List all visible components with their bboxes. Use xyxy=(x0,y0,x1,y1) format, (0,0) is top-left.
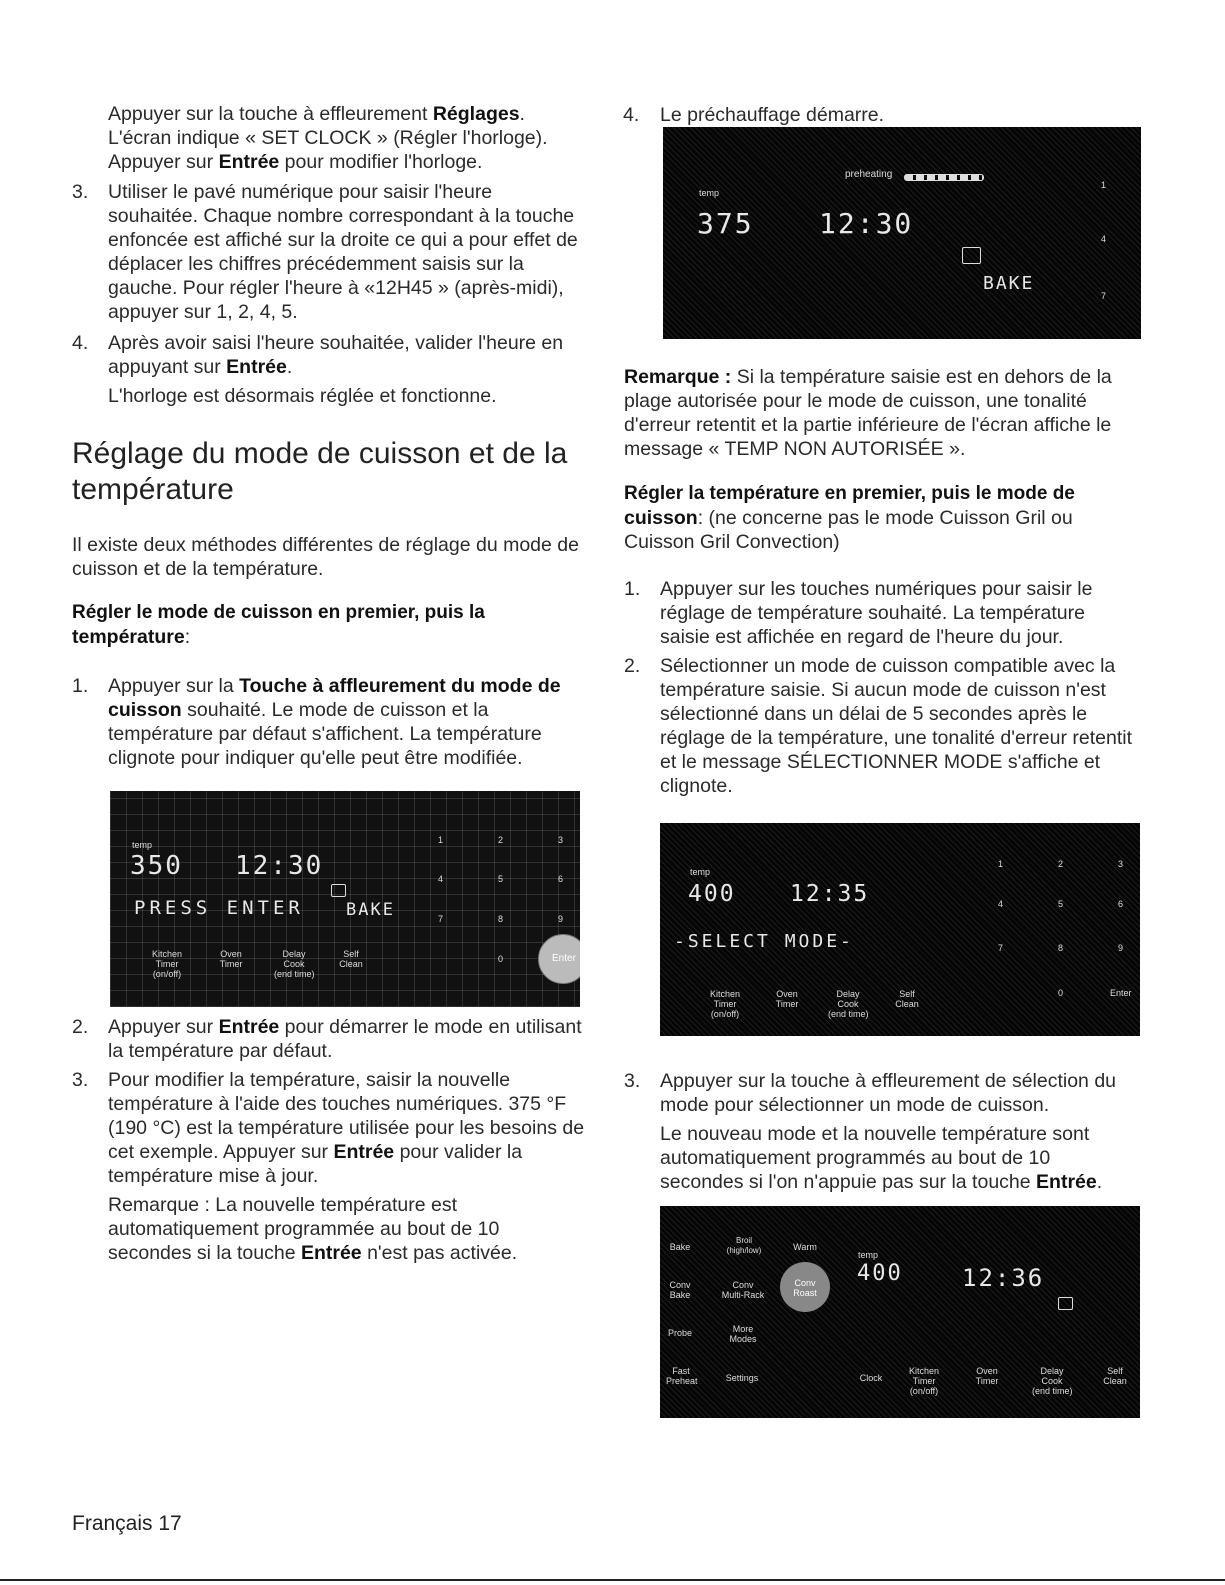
method-2-step-3-line-4: automatiquement programmés au bout de 10 xyxy=(660,1147,1051,1169)
method-1-step-3-line-2: température à l'aide des touches numériques. 375 °F xyxy=(108,1093,567,1115)
conv-bake-button[interactable]: Conv Bake xyxy=(669,1280,691,1300)
temp-label: temp xyxy=(699,188,720,198)
key-8[interactable]: 8 xyxy=(498,914,504,924)
key-2[interactable]: 2 xyxy=(1058,859,1064,869)
self-clean-button[interactable]: Self Clean xyxy=(339,949,363,969)
step-4-line-2: appuyant sur Entrée. xyxy=(108,356,293,378)
key-7[interactable]: 7 xyxy=(438,914,444,924)
key-9[interactable]: 9 xyxy=(1118,943,1124,953)
method-2-step-3-line-5: secondes si l'on n'appuie pas sur la touche Entrée. xyxy=(660,1171,1103,1193)
oven-timer-button[interactable]: Oven Timer xyxy=(219,949,243,969)
clock-display: 12:36 xyxy=(962,1264,1045,1292)
prompt-display: PRESS ENTER xyxy=(134,897,304,919)
method-2-step-2-line-5: et le message SÉLECTIONNER MODE s'affiche et xyxy=(660,751,1101,773)
oven-timer-button[interactable]: Oven Timer xyxy=(775,989,799,1009)
bake-button[interactable]: Bake xyxy=(669,1242,691,1252)
method-2-step-1-number: 1. xyxy=(624,578,641,600)
key-9[interactable]: 9 xyxy=(558,914,564,924)
method-2-step-3-line-3: Le nouveau mode et la nouvelle température sont xyxy=(660,1123,1090,1145)
more-modes-button[interactable]: More Modes xyxy=(729,1324,757,1344)
conv-multi-rack-button[interactable]: Conv Multi-Rack xyxy=(721,1280,765,1300)
key-6[interactable]: 6 xyxy=(558,874,564,884)
method-1-heading-line-1: Régler le mode de cuisson en premier, puis la xyxy=(72,602,485,623)
intro-line-2: L'écran indique « SET CLOCK » (Régler l'horloge). xyxy=(108,127,548,149)
key-0[interactable]: 0 xyxy=(498,954,504,964)
method-1-step-3-note-1: Remarque : La nouvelle température est xyxy=(108,1194,458,1216)
method-2-step-2-line-6: clignote. xyxy=(660,775,733,797)
kitchen-timer-button[interactable]: Kitchen Timer (on/off) xyxy=(709,989,741,1019)
key-1[interactable]: 1 xyxy=(1101,180,1107,190)
temp-label: temp xyxy=(132,840,153,850)
clock-display: 12:35 xyxy=(790,881,870,907)
method-1-step-3-line-3: (190 °C) est la température utilisée pour les besoins de xyxy=(108,1117,585,1139)
method-1-step-2-line-2: la température par défaut. xyxy=(108,1040,333,1062)
method-1-step-1-line-2: cuisson souhaité. Le mode de cuisson et la xyxy=(108,699,489,721)
settings-button[interactable]: Settings xyxy=(725,1373,759,1383)
method-1-step-2-number: 2. xyxy=(72,1016,89,1038)
oven-icon xyxy=(962,247,981,264)
method-1-step-3-line-5: température mise à jour. xyxy=(108,1165,319,1187)
method-1-step-1-number: 1. xyxy=(72,675,89,697)
step-4-line-1: Après avoir saisi l'heure souhaitée, valider l'heure en xyxy=(108,332,564,354)
key-7[interactable]: 7 xyxy=(998,943,1004,953)
preheat-progress-bar xyxy=(904,174,984,181)
delay-cook-button[interactable]: Delay Cook (end time) xyxy=(1032,1366,1073,1396)
remark-line-4: message « TEMP NON AUTORISÉE ». xyxy=(624,438,966,460)
method-2-step-2-line-1: Sélectionner un mode de cuisson compatible avec la xyxy=(660,655,1116,677)
method-1-step-1-line-3: température par défaut s'affichent. La température xyxy=(108,723,542,745)
page-footer: Français 17 xyxy=(72,1512,182,1535)
intro-line-1: Appuyer sur la touche à effleurement Réglages. xyxy=(108,103,525,125)
method-2-step-1-line-2: réglage de température souhaité. La température xyxy=(660,602,1085,624)
step-3-line-3: enfoncée est affiché sur la droite ce qui a pour effet de xyxy=(108,229,578,251)
method-2-step-2-number: 2. xyxy=(624,655,641,677)
bottom-rule xyxy=(0,1579,1225,1581)
method-1-step-2-line-1: Appuyer sur Entrée pour démarrer le mode en utilisant xyxy=(108,1016,582,1038)
self-clean-button[interactable]: Self Clean xyxy=(1103,1366,1127,1386)
delay-cook-button[interactable]: Delay Cook (end time) xyxy=(828,989,869,1019)
remark-line-1: Remarque : Si la température saisie est en dehors de la xyxy=(624,366,1112,388)
intro-paragraph-line-1: Il existe deux méthodes différentes de réglage du mode de xyxy=(72,534,579,556)
probe-button[interactable]: Probe xyxy=(667,1328,693,1338)
method-2-step-2-line-3: sélectionné dans un délai de 5 secondes après le xyxy=(660,703,1088,725)
method-1-step-1-line-1: Appuyer sur la Touche à affleurement du mode de xyxy=(108,675,561,697)
section-heading-line-1: Réglage du mode de cuisson et de la xyxy=(72,437,568,470)
key-1[interactable]: 1 xyxy=(438,835,444,845)
method-1-step-1-line-4: clignote pour indiquer qu'elle peut être modifiée. xyxy=(108,747,523,769)
step-4-preheat-number: 4. xyxy=(623,104,640,126)
kitchen-timer-button[interactable]: Kitchen Timer (on/off) xyxy=(908,1366,940,1396)
intro-line-3: Appuyer sur Entrée pour modifier l'horloge. xyxy=(108,151,483,173)
step-3-line-6: appuyer sur 1, 2, 4, 5. xyxy=(108,301,298,323)
conv-roast-button[interactable] xyxy=(780,1262,830,1312)
method-2-step-2-line-4: réglage de la température, une tonalité d'erreur retentit xyxy=(660,727,1133,749)
remark-line-3: d'erreur retentit et la partie inférieure de l'écran affiche le xyxy=(624,414,1112,436)
temp-label: temp xyxy=(690,867,711,877)
temp-label: temp xyxy=(858,1250,879,1260)
step-3-line-2: souhaitée. Chaque nombre correspondant à la touche xyxy=(108,205,575,227)
step-4-note: L'horloge est désormais réglée et fonctionne. xyxy=(108,385,497,407)
enter-button[interactable]: Enter xyxy=(1110,988,1132,998)
method-2-step-3-number: 3. xyxy=(624,1070,641,1092)
prompt-display: -SELECT MODE- xyxy=(674,931,854,952)
key-8[interactable]: 8 xyxy=(1058,943,1064,953)
control-panel-image-select-mode xyxy=(660,823,1140,1036)
step-3-line-4: déplacer les chiffres précédemment saisis sur la xyxy=(108,253,524,275)
key-0[interactable]: 0 xyxy=(1058,988,1064,998)
method-1-step-3-line-4: cet exemple. Appuyer sur Entrée pour valider la xyxy=(108,1141,523,1163)
key-1[interactable]: 1 xyxy=(998,859,1004,869)
key-3[interactable]: 3 xyxy=(1118,859,1124,869)
conv-roast-label: Conv Roast xyxy=(793,1278,817,1298)
delay-cook-button[interactable]: Delay Cook (end time) xyxy=(274,949,315,979)
key-4[interactable]: 4 xyxy=(998,899,1004,909)
control-panel-image-conv-roast xyxy=(660,1206,1140,1418)
method-2-step-1-line-3: saisie est affichée en regard de l'heure du jour. xyxy=(660,626,1064,648)
method-1-step-3-note-2: automatiquement programmée au bout de 10 xyxy=(108,1218,500,1240)
fast-preheat-button[interactable]: Fast Preheat xyxy=(666,1366,698,1386)
clock-display: 12:30 xyxy=(235,851,324,881)
remark-line-2: plage autorisée pour le mode de cuisson, une tonalité xyxy=(624,390,1087,412)
method-2-step-1-line-1: Appuyer sur les touches numériques pour saisir le xyxy=(660,578,1093,600)
key-3[interactable]: 3 xyxy=(558,835,564,845)
kitchen-timer-button[interactable]: Kitchen Timer (on/off) xyxy=(151,949,183,979)
method-2-heading-line-1: Régler la température en premier, puis le mode de xyxy=(624,483,1075,504)
step-3-line-1: Utiliser le pavé numérique pour saisir l'heure xyxy=(108,181,493,203)
mode-display: BAKE xyxy=(983,273,1035,294)
temperature-display: 400 xyxy=(688,881,736,907)
oven-timer-button[interactable]: Oven Timer xyxy=(975,1366,999,1386)
enter-button[interactable] xyxy=(538,934,580,984)
oven-icon xyxy=(1058,1297,1073,1310)
step-4-number: 4. xyxy=(72,332,89,354)
preheating-label: preheating xyxy=(845,169,893,180)
intro-paragraph-line-2: cuisson et de la température. xyxy=(72,558,324,580)
mode-display: BAKE xyxy=(346,900,395,920)
method-2-heading-line-3: Cuisson Gril Convection) xyxy=(624,531,840,553)
step-3-line-5: gauche. Pour régler l'heure à «12H45 » (après-midi), xyxy=(108,277,564,299)
method-1-step-3-line-1: Pour modifier la température, saisir la nouvelle xyxy=(108,1069,511,1091)
key-7[interactable]: 7 xyxy=(1101,291,1107,301)
method-2-step-3-line-2: mode pour sélectionner un mode de cuisson. xyxy=(660,1094,1050,1116)
method-2-step-3-line-1: Appuyer sur la touche à effleurement de sélection du xyxy=(660,1070,1117,1092)
method-2-heading-line-2: cuisson: (ne concerne pas le mode Cuisson Gril ou xyxy=(624,507,1073,529)
key-4[interactable]: 4 xyxy=(438,874,444,884)
method-1-step-3-number: 3. xyxy=(72,1069,89,1091)
key-5[interactable]: 5 xyxy=(1058,899,1064,909)
control-panel-image-preheating xyxy=(663,127,1141,339)
temperature-display: 350 xyxy=(130,851,183,881)
method-1-heading-line-2: température: xyxy=(72,626,191,648)
warm-button[interactable]: Warm xyxy=(793,1242,817,1252)
oven-icon xyxy=(331,884,346,897)
control-panel-image-press-enter xyxy=(110,791,580,1007)
method-2-step-2-line-2: température saisie. Si aucun mode de cuisson n'est xyxy=(660,679,1106,701)
key-5[interactable]: 5 xyxy=(498,874,504,884)
key-4[interactable]: 4 xyxy=(1101,234,1107,244)
method-1-step-3-note-3: secondes si la touche Entrée n'est pas activée. xyxy=(108,1242,518,1264)
clock-button[interactable]: Clock xyxy=(859,1373,883,1383)
section-heading-line-2: température xyxy=(72,473,234,506)
enter-label: Enter xyxy=(552,953,576,964)
key-6[interactable]: 6 xyxy=(1118,899,1124,909)
broil-button[interactable]: Broil (high/low) xyxy=(726,1236,762,1255)
clock-display: 12:30 xyxy=(819,207,914,240)
step-4-preheat-text: Le préchauffage démarre. xyxy=(660,104,885,126)
temperature-display: 375 xyxy=(697,207,754,240)
step-3-number: 3. xyxy=(72,181,89,203)
key-2[interactable]: 2 xyxy=(498,835,504,845)
temperature-display: 400 xyxy=(857,1261,903,1286)
self-clean-button[interactable]: Self Clean xyxy=(895,989,919,1009)
